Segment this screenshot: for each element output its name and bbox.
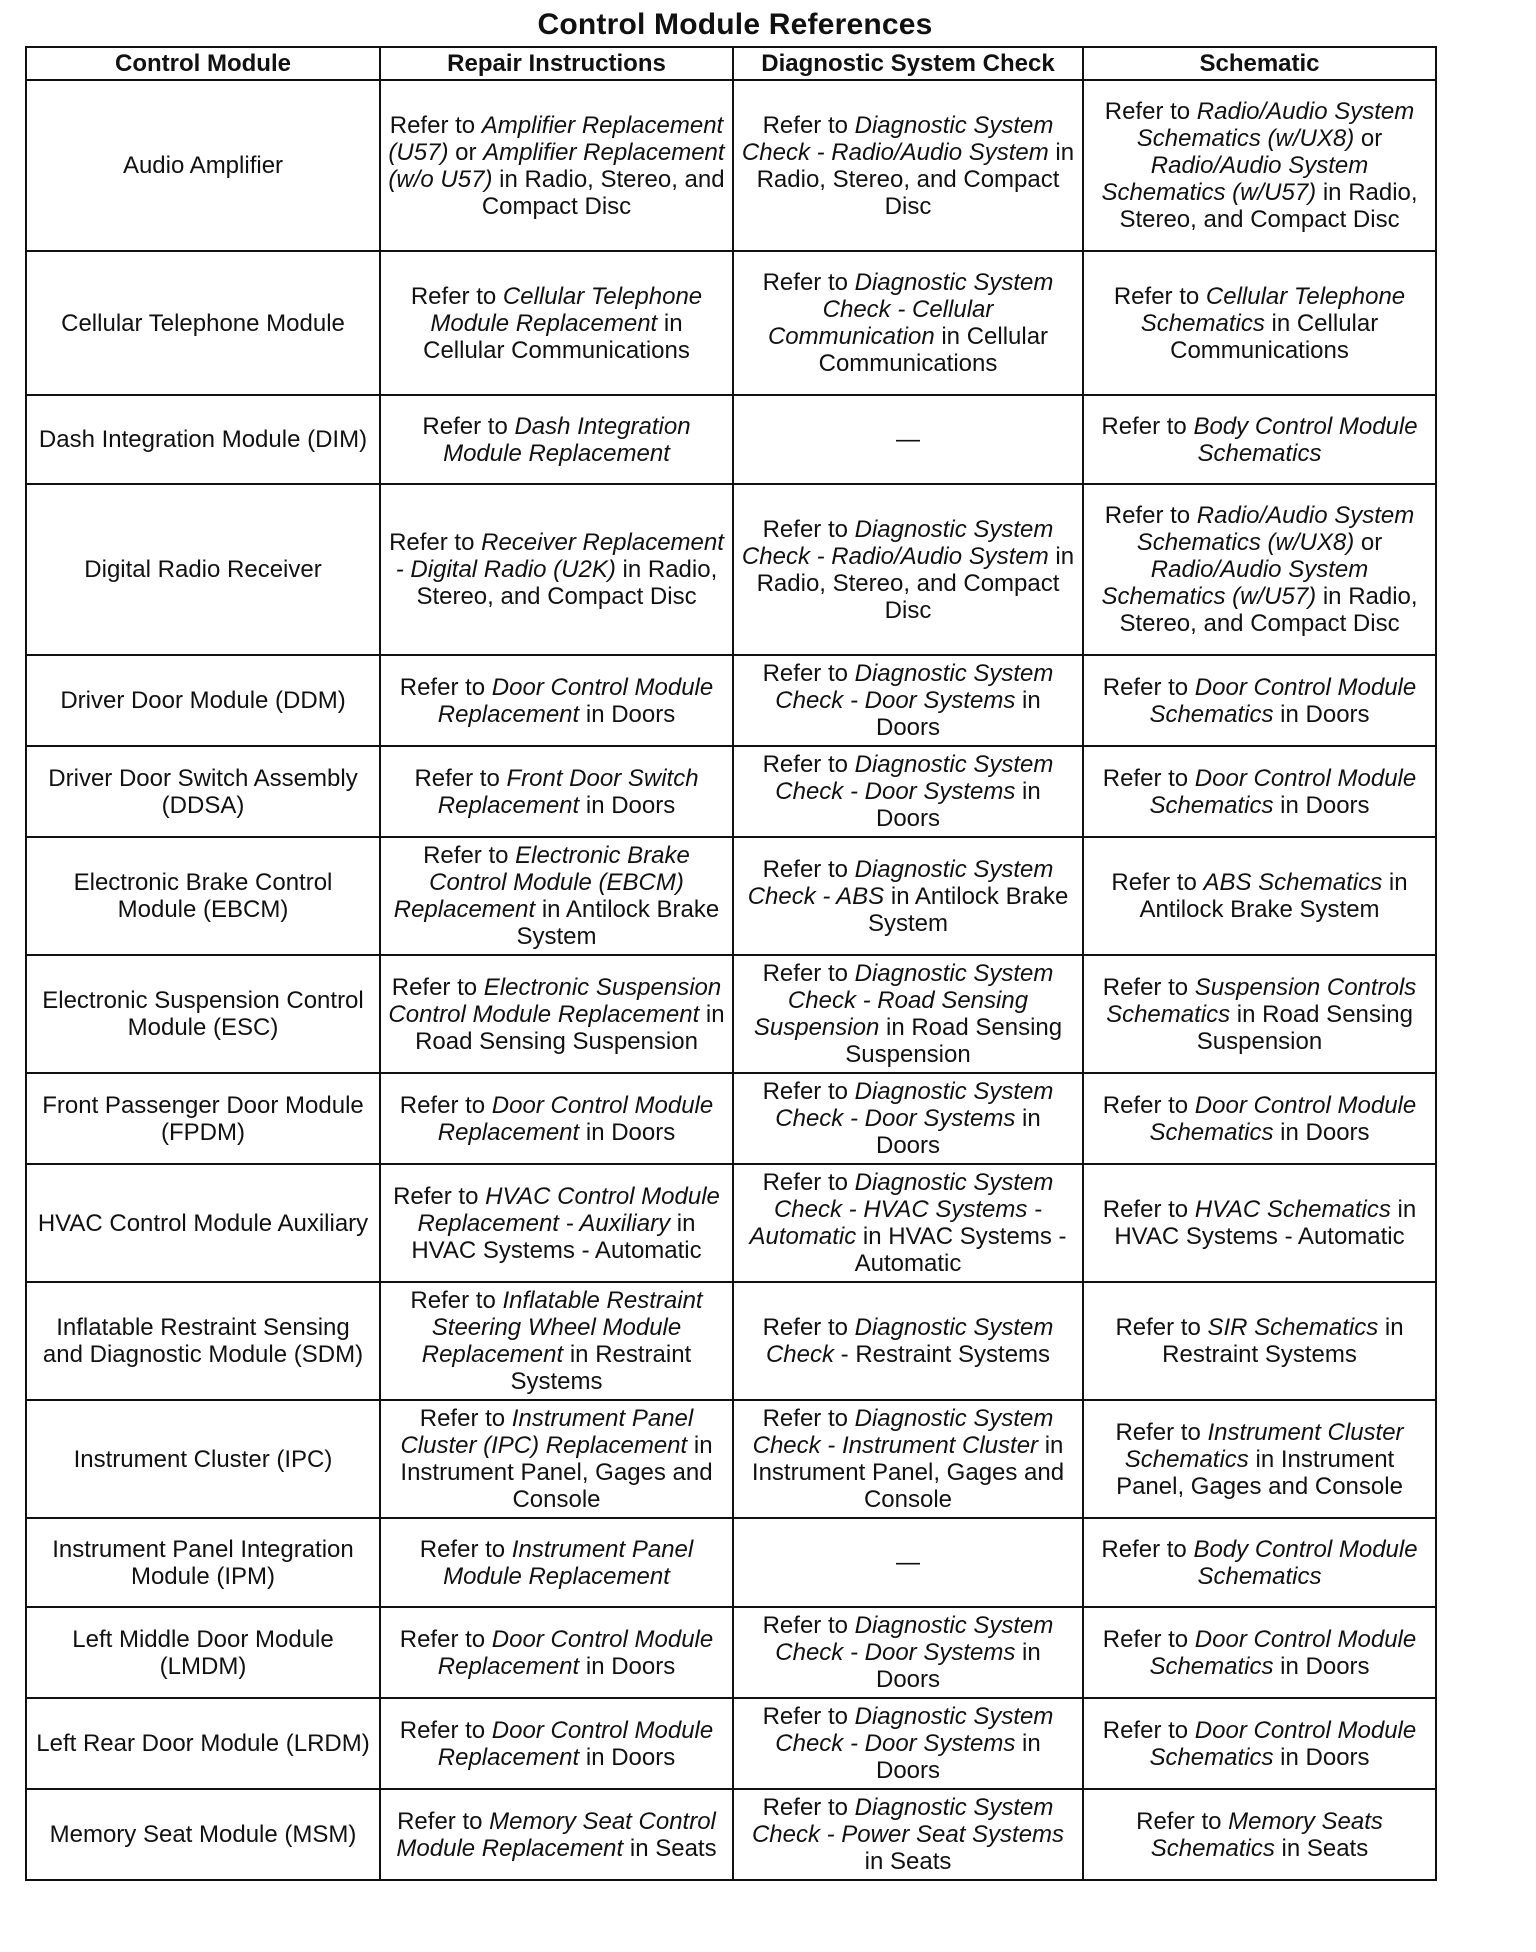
module-cell bbox=[26, 655, 380, 746]
module-cell bbox=[26, 251, 380, 395]
reference-title: Diagnostic System Check bbox=[765, 1314, 1054, 1368]
reference-title: Door Control Module Schematics bbox=[1149, 1091, 1417, 1146]
module-name: Front Passenger Door Module (FPDM) bbox=[42, 1091, 364, 1146]
reference-text: Refer to bbox=[391, 973, 484, 1001]
reference-text: Refer to bbox=[399, 1625, 492, 1653]
reference-title: Instrument Cluster Schematics bbox=[1124, 1418, 1404, 1473]
module-name: Left Middle Door Module (LMDM) bbox=[72, 1625, 334, 1680]
reference-text: Refer to bbox=[1115, 1314, 1208, 1341]
reference-text: Refer to bbox=[762, 1169, 855, 1196]
repair-instructions-cell bbox=[380, 1607, 733, 1698]
reference-text: Refer to bbox=[762, 751, 855, 778]
table-row bbox=[26, 1698, 1436, 1789]
repair-instructions-cell bbox=[380, 837, 733, 955]
reference-text: Refer to bbox=[762, 1703, 855, 1730]
reference-text: Refer to bbox=[399, 1716, 492, 1744]
reference-title: Diagnostic System Check - Instrument Cluster bbox=[752, 1405, 1054, 1459]
repair-instructions-cell bbox=[380, 655, 733, 746]
schematic-cell bbox=[1083, 837, 1436, 955]
reference-title: Electronic Suspension Control Module Replacement bbox=[388, 973, 722, 1028]
reference-title: SIR Schematics bbox=[1207, 1314, 1379, 1341]
reference-text: in Seats bbox=[1274, 1834, 1369, 1862]
reference-title: Door Control Module Replacement bbox=[437, 673, 714, 728]
reference-title: Radio/Audio System Schematics (w/UX8) bbox=[1136, 98, 1415, 152]
reference-text: Refer to bbox=[1104, 502, 1197, 529]
reference-text: in HVAC Systems - Automatic bbox=[411, 1209, 702, 1264]
reference-text: in Doors bbox=[1273, 700, 1370, 728]
module-name: Driver Door Switch Assembly (DDSA) bbox=[48, 764, 358, 819]
diagnostic-check-cell bbox=[733, 655, 1083, 746]
diagnostic-check-cell bbox=[733, 1518, 1083, 1607]
reference-title: Diagnostic System Check - Door Systems bbox=[775, 1703, 1054, 1757]
reference-text: Refer to bbox=[1102, 673, 1195, 701]
diagnostic-check-cell bbox=[733, 484, 1083, 655]
module-name: Instrument Cluster (IPC) bbox=[73, 1445, 333, 1473]
module-cell bbox=[26, 746, 380, 837]
reference-text: Refer to bbox=[762, 1078, 855, 1105]
reference-text: Refer to bbox=[762, 1612, 855, 1639]
reference-text: in Doors bbox=[579, 1652, 676, 1680]
schematic-cell bbox=[1083, 395, 1436, 484]
module-name: HVAC Control Module Auxiliary bbox=[37, 1209, 369, 1237]
reference-text: in Instrument Panel, Gages and Console bbox=[1116, 1445, 1403, 1500]
reference-text: in Road Sensing Suspension bbox=[415, 1000, 725, 1055]
reference-text: Refer to bbox=[419, 1535, 512, 1563]
module-cell bbox=[26, 1607, 380, 1698]
reference-text: in Radio, Stereo, and Compact Disc bbox=[481, 165, 725, 220]
diagnostic-check-cell bbox=[733, 1607, 1083, 1698]
module-name: Cellular Telephone Module bbox=[61, 309, 345, 337]
schematic-cell bbox=[1083, 1789, 1436, 1880]
header-diagnostic-system-check: Diagnostic System Check bbox=[733, 47, 1083, 80]
table-row bbox=[26, 395, 1436, 484]
reference-text: in Doors bbox=[579, 700, 676, 728]
reference-title: Diagnostic System Check - Door Systems bbox=[775, 1078, 1054, 1132]
module-cell bbox=[26, 80, 380, 251]
diagnostic-check-cell bbox=[733, 1282, 1083, 1400]
module-cell bbox=[26, 955, 380, 1073]
module-cell bbox=[26, 1698, 380, 1789]
reference-title: Diagnostic System Check - Door Systems bbox=[775, 660, 1054, 714]
reference-text: in Doors bbox=[1273, 1652, 1370, 1680]
schematic-cell bbox=[1083, 1400, 1436, 1518]
reference-text: Refer to bbox=[414, 764, 507, 792]
reference-title: Body Control Module Schematics bbox=[1193, 412, 1418, 467]
diagnostic-check-cell bbox=[733, 1073, 1083, 1164]
reference-text: Refer to bbox=[1136, 1807, 1229, 1835]
reference-text: Refer to bbox=[762, 855, 855, 883]
module-name: Audio Amplifier bbox=[122, 152, 284, 179]
reference-text: Refer to bbox=[1113, 282, 1206, 310]
repair-instructions-cell bbox=[380, 251, 733, 395]
reference-title: Diagnostic System Check - Door Systems bbox=[775, 1612, 1054, 1666]
reference-text: in Doors bbox=[1273, 1118, 1370, 1146]
reference-text: in Seats bbox=[864, 1848, 952, 1875]
reference-title: Door Control Module Schematics bbox=[1149, 673, 1417, 728]
reference-text: Refer to bbox=[1102, 1091, 1195, 1119]
reference-title: Door Control Module Replacement bbox=[437, 1091, 714, 1146]
reference-title: Diagnostic System Check - Cellular Communication bbox=[767, 269, 1054, 350]
reference-title: Memory Seat Control Module Replacement bbox=[396, 1807, 716, 1862]
diagnostic-check-cell bbox=[733, 1789, 1083, 1880]
reference-text: Refer to bbox=[1102, 1196, 1195, 1223]
table-row bbox=[26, 1073, 1436, 1164]
reference-text: Refer to bbox=[1111, 869, 1204, 896]
schematic-cell bbox=[1083, 955, 1436, 1073]
reference-title: Amplifier Replacement (U57) bbox=[388, 111, 724, 166]
schematic-cell bbox=[1083, 80, 1436, 251]
schematic-cell bbox=[1083, 1282, 1436, 1400]
diagnostic-check-cell bbox=[733, 1698, 1083, 1789]
reference-title: Diagnostic System Check - Door Systems bbox=[775, 751, 1054, 805]
reference-text: in Radio, Stereo, and Compact Disc bbox=[1119, 179, 1418, 233]
reference-text: Refer to bbox=[422, 412, 515, 440]
diagnostic-check-cell bbox=[733, 746, 1083, 837]
module-name: Instrument Panel Integration Module (IPM) bbox=[52, 1535, 354, 1590]
module-cell bbox=[26, 1789, 380, 1880]
reference-text: in Radio, Stereo, and Compact Disc bbox=[1119, 583, 1418, 637]
reference-text: in Instrument Panel, Gages and Console bbox=[751, 1432, 1065, 1513]
reference-title: HVAC Control Module Replacement - Auxiliary bbox=[417, 1182, 720, 1237]
reference-title: Diagnostic System Check - Road Sensing Suspension bbox=[753, 960, 1054, 1041]
reference-text: in Cellular Communications bbox=[818, 323, 1049, 377]
table-row bbox=[26, 80, 1436, 251]
reference-title: Diagnostic System Check - ABS bbox=[747, 855, 1054, 910]
repair-instructions-cell bbox=[380, 746, 733, 837]
reference-title: Body Control Module Schematics bbox=[1193, 1535, 1418, 1590]
module-cell bbox=[26, 484, 380, 655]
reference-title: Diagnostic System Check - HVAC Systems - Automatic bbox=[749, 1169, 1054, 1250]
repair-instructions-cell bbox=[380, 1518, 733, 1607]
header-repair-instructions: Repair Instructions bbox=[380, 47, 733, 80]
module-cell bbox=[26, 837, 380, 955]
repair-instructions-cell bbox=[380, 1073, 733, 1164]
reference-title: Electronic Brake Control Module (EBCM) Replacement bbox=[393, 842, 690, 923]
reference-text: in Doors bbox=[875, 1105, 1041, 1159]
reference-text: Refer to bbox=[762, 1314, 855, 1341]
schematic-cell bbox=[1083, 484, 1436, 655]
schematic-cell bbox=[1083, 1698, 1436, 1789]
table-row bbox=[26, 1789, 1436, 1880]
reference-text: Refer to bbox=[399, 1091, 492, 1119]
table-row bbox=[26, 1282, 1436, 1400]
schematic-cell bbox=[1083, 1607, 1436, 1698]
reference-title: Radio/Audio System Schematics (w/U57) bbox=[1101, 556, 1369, 610]
reference-text: Refer to bbox=[1102, 1716, 1195, 1744]
reference-text: Refer to bbox=[389, 529, 482, 556]
repair-instructions-cell bbox=[380, 955, 733, 1073]
page-title: Control Module References bbox=[537, 8, 933, 41]
diagnostic-check-cell bbox=[733, 837, 1083, 955]
reference-text: in Instrument Panel, Gages and Console bbox=[400, 1432, 713, 1513]
repair-instructions-cell bbox=[380, 395, 733, 484]
reference-title: Diagnostic System Check - Radio/Audio System bbox=[741, 111, 1054, 166]
diagnostic-check-cell bbox=[733, 1400, 1083, 1518]
reference-text: Refer to bbox=[762, 269, 855, 296]
reference-text: in Antilock Brake System bbox=[516, 896, 720, 950]
module-name: Electronic Suspension Control Module (ESC) bbox=[42, 987, 364, 1041]
reference-text: - Restraint Systems bbox=[833, 1341, 1051, 1368]
reference-title: Door Control Module Replacement bbox=[437, 1716, 714, 1771]
table-body bbox=[26, 80, 1436, 1880]
table-row bbox=[26, 1400, 1436, 1518]
header-schematic: Schematic bbox=[1083, 47, 1436, 80]
reference-title: Instrument Panel Cluster (IPC) Replacement bbox=[400, 1405, 694, 1459]
diagnostic-check-cell bbox=[733, 1164, 1083, 1282]
reference-text: in Doors bbox=[875, 778, 1041, 832]
reference-text: Refer to bbox=[762, 1405, 855, 1432]
reference-text: in Doors bbox=[579, 1743, 676, 1771]
repair-instructions-cell bbox=[380, 80, 733, 251]
reference-title: Diagnostic System Check - Power Seat Systems bbox=[751, 1794, 1065, 1848]
reference-text: in Doors bbox=[579, 791, 676, 819]
module-cell bbox=[26, 395, 380, 484]
reference-text: or bbox=[448, 138, 484, 166]
module-cell bbox=[26, 1400, 380, 1518]
module-name: Inflatable Restraint Sensing and Diagnostic Module (SDM) bbox=[42, 1314, 364, 1368]
reference-title: Amplifier Replacement (w/o U57) bbox=[388, 138, 725, 193]
repair-instructions-cell bbox=[380, 484, 733, 655]
reference-text: in Doors bbox=[875, 1730, 1041, 1784]
schematic-cell bbox=[1083, 1164, 1436, 1282]
module-name: Dash Integration Module (DIM) bbox=[38, 426, 368, 453]
reference-text: in Cellular Communications bbox=[1170, 309, 1379, 364]
table-row bbox=[26, 746, 1436, 837]
diagnostic-check-cell bbox=[733, 955, 1083, 1073]
reference-text: Refer to bbox=[1102, 973, 1195, 1001]
reference-text: Refer to bbox=[410, 1287, 503, 1314]
reference-text: Refer to bbox=[397, 1807, 490, 1835]
repair-instructions-cell bbox=[380, 1400, 733, 1518]
reference-title: Door Control Module Schematics bbox=[1149, 764, 1417, 819]
reference-text: Refer to bbox=[1102, 1625, 1195, 1653]
reference-text: Refer to bbox=[762, 960, 855, 987]
reference-title: Door Control Module Replacement bbox=[437, 1625, 714, 1680]
reference-text: in Road Sensing Suspension bbox=[845, 1014, 1063, 1068]
reference-text: Refer to bbox=[762, 111, 855, 139]
reference-text: in Radio, Stereo, and Compact Disc bbox=[756, 138, 1075, 220]
table-row bbox=[26, 251, 1436, 395]
reference-text: in Doors bbox=[1273, 1743, 1370, 1771]
reference-text: Refer to bbox=[1102, 764, 1195, 792]
reference-title: Receiver Replacement - Digital Radio (U2K) bbox=[395, 529, 724, 583]
table-row bbox=[26, 1518, 1436, 1607]
reference-title: Suspension Controls Schematics bbox=[1106, 973, 1417, 1028]
module-name: Electronic Brake Control Module (EBCM) bbox=[73, 869, 333, 923]
reference-text: in Radio, Stereo, and Compact Disc bbox=[416, 556, 718, 610]
diagnostic-check-cell bbox=[733, 251, 1083, 395]
module-cell bbox=[26, 1518, 380, 1607]
schematic-cell bbox=[1083, 1073, 1436, 1164]
reference-text: — bbox=[896, 426, 920, 453]
reference-text: Refer to bbox=[1101, 1535, 1194, 1563]
reference-text: or bbox=[1354, 125, 1383, 152]
module-name: Memory Seat Module (MSM) bbox=[49, 1821, 357, 1848]
repair-instructions-cell bbox=[380, 1789, 733, 1880]
reference-text: in Road Sensing Suspension bbox=[1196, 1000, 1413, 1055]
repair-instructions-cell bbox=[380, 1164, 733, 1282]
module-name: Left Rear Door Module (LRDM) bbox=[36, 1730, 370, 1757]
schematic-cell bbox=[1083, 251, 1436, 395]
reference-text: Refer to bbox=[393, 1182, 486, 1210]
reference-text: in Doors bbox=[875, 687, 1041, 741]
reference-title: Door Control Module Schematics bbox=[1149, 1625, 1417, 1680]
table-row bbox=[26, 955, 1436, 1073]
table-row bbox=[26, 1164, 1436, 1282]
reference-title: Cellular Telephone Schematics bbox=[1140, 282, 1406, 337]
reference-title: Door Control Module Schematics bbox=[1149, 1716, 1417, 1771]
module-name: Driver Door Module (DDM) bbox=[60, 687, 346, 714]
table-row bbox=[26, 655, 1436, 746]
reference-text: in Antilock Brake System bbox=[867, 882, 1069, 937]
reference-text: in Restraint Systems bbox=[1162, 1314, 1404, 1368]
table-row bbox=[26, 1607, 1436, 1698]
schematic-cell bbox=[1083, 655, 1436, 746]
reference-title: Radio/Audio System Schematics (w/U57) bbox=[1101, 152, 1369, 206]
reference-text: Refer to bbox=[762, 515, 855, 543]
reference-text: Refer to bbox=[1101, 412, 1194, 440]
reference-title: ABS Schematics bbox=[1203, 869, 1383, 896]
module-cell bbox=[26, 1164, 380, 1282]
reference-title: Diagnostic System Check - Radio/Audio System bbox=[741, 515, 1054, 570]
reference-title: Dash Integration Module Replacement bbox=[443, 412, 691, 467]
reference-text: in Seats bbox=[623, 1834, 717, 1862]
reference-text: in Radio, Stereo, and Compact Disc bbox=[756, 542, 1075, 624]
repair-instructions-cell bbox=[380, 1698, 733, 1789]
reference-text: Refer to bbox=[1104, 98, 1197, 125]
reference-text: Refer to bbox=[419, 1405, 512, 1432]
reference-text: Refer to bbox=[762, 660, 855, 687]
control-module-references-table bbox=[25, 46, 1437, 1881]
reference-title: Cellular Telephone Module Replacement bbox=[430, 282, 703, 337]
reference-title: Inflatable Restraint Steering Wheel Module Replacement bbox=[421, 1287, 703, 1368]
reference-text: or bbox=[1354, 529, 1383, 556]
module-name: Digital Radio Receiver bbox=[84, 556, 322, 583]
reference-text: in Restraint Systems bbox=[510, 1341, 692, 1395]
header-control-module: Control Module bbox=[26, 47, 380, 80]
reference-text: in Doors bbox=[1273, 791, 1370, 819]
reference-text: Refer to bbox=[762, 1794, 855, 1821]
reference-text: in Antilock Brake System bbox=[1139, 869, 1408, 923]
reference-text: Refer to bbox=[399, 673, 492, 701]
schematic-cell bbox=[1083, 746, 1436, 837]
reference-text: Refer to bbox=[1115, 1418, 1208, 1446]
reference-text: in Cellular Communications bbox=[423, 309, 690, 364]
diagnostic-check-cell bbox=[733, 395, 1083, 484]
reference-title: Radio/Audio System Schematics (w/UX8) bbox=[1136, 502, 1415, 556]
schematic-cell bbox=[1083, 1518, 1436, 1607]
table-row bbox=[26, 837, 1436, 955]
reference-text: in Doors bbox=[579, 1118, 676, 1146]
reference-text: in HVAC Systems - Automatic bbox=[1114, 1196, 1417, 1250]
diagnostic-check-cell bbox=[733, 80, 1083, 251]
reference-title: HVAC Schematics bbox=[1194, 1196, 1391, 1223]
module-cell bbox=[26, 1282, 380, 1400]
reference-title: Memory Seats Schematics bbox=[1150, 1807, 1383, 1862]
table-row bbox=[26, 484, 1436, 655]
reference-text: Refer to bbox=[410, 282, 503, 310]
reference-text: Refer to bbox=[423, 842, 516, 869]
reference-text: in HVAC Systems - Automatic bbox=[854, 1223, 1067, 1277]
reference-text: Refer to bbox=[389, 111, 482, 139]
reference-text: in Doors bbox=[875, 1639, 1041, 1693]
reference-title: Front Door Switch Replacement bbox=[437, 764, 699, 819]
module-cell bbox=[26, 1073, 380, 1164]
table-header-row bbox=[26, 47, 1436, 80]
repair-instructions-cell bbox=[380, 1282, 733, 1400]
reference-title: Instrument Panel Module Replacement bbox=[443, 1535, 694, 1590]
reference-text: — bbox=[896, 1549, 920, 1576]
